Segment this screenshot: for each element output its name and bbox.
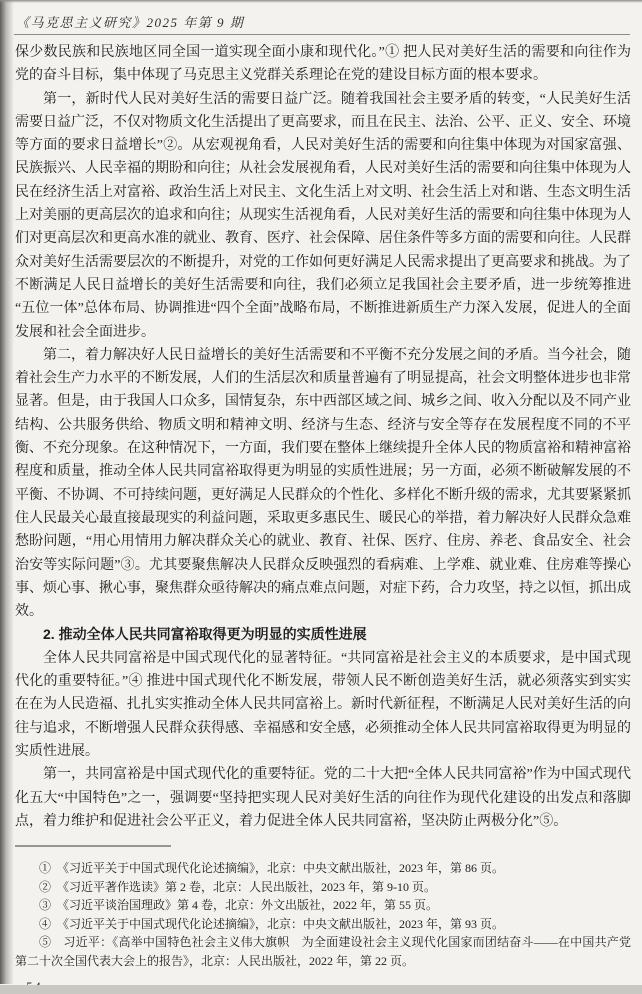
scan-left-shadow	[0, 0, 14, 984]
scan-top-edge	[0, 0, 642, 3]
running-head: 《马克思主义研究》2025 年第 9 期	[16, 15, 245, 30]
header-rule	[14, 34, 630, 35]
footnote-separator	[15, 845, 171, 847]
body-paragraph-second-point: 第二，着力解决好人民日益增长的美好生活需要和不平衡不充分发展之间的矛盾。当今社会，随着社会生产力水平的不断发展，人们的生活层次和质量普遍有了明显提高，社会文明整体进步也非常显著。但是，由于我国人口众多，国情复杂，东中西部区域之间、城乡之间、收入分配以及不同产业结构、公共服务供给、物质文明和精神文明、经济与生态、经济与安全等存在发展程度不同的不平衡、不充分现象。在这种情况下，一方面，我们要在整体上继续提升全体人民的物质富裕和精神富裕程度和质量，推动全体人民共同富裕取得更为明显的实质性进展；另一方面，必须不断破解发展的不平衡、不协调、不可持续问题，更好满足人民群众的个性化、多样化不断升级的需求，尤其要紧紧抓住人民最关心最直接最现实的利益问题，采取更多惠民生、暖民心的举措，着力解决好人民群众急难愁盼问题，“用心用情用力解决群众关心的就业、教育、社保、医疗、住房、养老、食品安全、社会治安等实际问题”③。尤其要聚焦解决人民群众反映强烈的看病难、上学难、就业难、住房难等操心事、烦心事、揪心事，聚焦群众亟待解决的痛点难点问题，对症下药，合力攻坚，持之以恒，抓出成效。	[15, 347, 631, 620]
footnote-item-1: ① 《习近平关于中国式现代化论述摘编》，北京：中央文献出版社，2023 年，第 86 页。	[39, 861, 505, 875]
footnote-item-4: ④ 《习近平关于中国式现代化论述摘编》，北京：中央文献出版社，2023 年，第 93 页。	[39, 916, 505, 931]
body-paragraph-common-prosperity: 全体人民共同富裕是中国式现代化的显著特征。“共同富裕是社会主义的本质要求，是中国式现代化的重要特征。”④ 推进中国式现代化不断发展，带领人民不断创造美好生活，就必须落实到实实在在为人民造福、扎扎实实推动全体人民共同富裕上。新时代新征程，不断满足人民对美好生活的向往与追求，不断增强人民群众获得感、幸福感和安全感，必须推动全体人民共同富裕取得更为明显的实质性进展。	[15, 650, 631, 759]
scan-bottom-edge	[0, 985, 642, 994]
page-footer	[15, 845, 631, 994]
footnote-item-5: ⑤ 习近平：《高举中国特色社会主义伟大旗帜 为全面建设社会主义现代化国家而团结奋斗——在中国共产党第二十次全国代表大会上的报告》，北京：人民出版社，2022 年，第 22 页。	[15, 935, 631, 968]
body-paragraph-continuation: 保少数民族和民族地区同全国一道实现全面小康和现代化。”① 把人民对美好生活的需要和向往作为党的奋斗目标，集中体现了马克思主义党群关系理论在党的建设目标方面的根本要求。	[15, 45, 631, 84]
footnote-item-3: ③ 《习近平谈治国理政》第 4 卷，北京：外文出版社，2022 年，第 55 页。	[39, 898, 439, 913]
footnote-list	[15, 859, 631, 971]
body-paragraph-first-point: 第一，新时代人民对美好生活的需要日益广泛。随着我国社会主要矛盾的转变，“人民美好生活需要日益广泛，不仅对物质文化生活提出了更高要求，而且在民主、法治、公平、正义、安全、环境等方面的要求日益增长”②。从宏观视角看，人民对美好生活的需要和向往集中体现为对国家富强、民族振兴、人民幸福的期盼和向往；从社会发展视角看，人民对美好生活的需要和向往集中体现为人民在经济生活上对富裕、政治生活上对民主、文化生活上对文明、社会生活上对和谐、生态文明生活上对美丽的更高层次的追求和向往；从现实生活视角看，人民对美好生活的需要和向往集中体现为人们对更高层次和更高水准的就业、教育、医疗、社会保障、居住条件等多方面的需要和向往。人民群众对美好生活需要层次的不断提升，对党的工作如何更好满足人民需求提出了更高要求和挑战。为了不断满足人民日益增长的美好生活需要和向往，我们必须立足我国社会主要矛盾，进一步统筹推进“五位一体”总体布局、协调推进“四个全面”战略布局，不断推进新质生产力深入发展，促进人的全面发展和社会全面进步。	[15, 91, 631, 340]
article-body	[15, 41, 631, 833]
footnote-item-2: ② 《习近平著作选读》第 2 卷，北京：人民出版社，2023 年，第 9-10 页。	[39, 879, 436, 894]
body-paragraph-important-feature: 第一，共同富裕是中国式现代化的重要特征。党的二十大把“全体人民共同富裕”作为中国式现代化五大“中国特色”之一，强调要“坚持把实现人民对美好生活的向往作为现代化建设的出发点和落脚点，着力维护和促进社会公平正义，着力促进全体人民共同富裕，坚决防止两极分化”⑤。	[15, 767, 631, 829]
section-heading: 2. 推动全体人民共同富裕取得更为明显的实质性进展	[43, 626, 367, 643]
